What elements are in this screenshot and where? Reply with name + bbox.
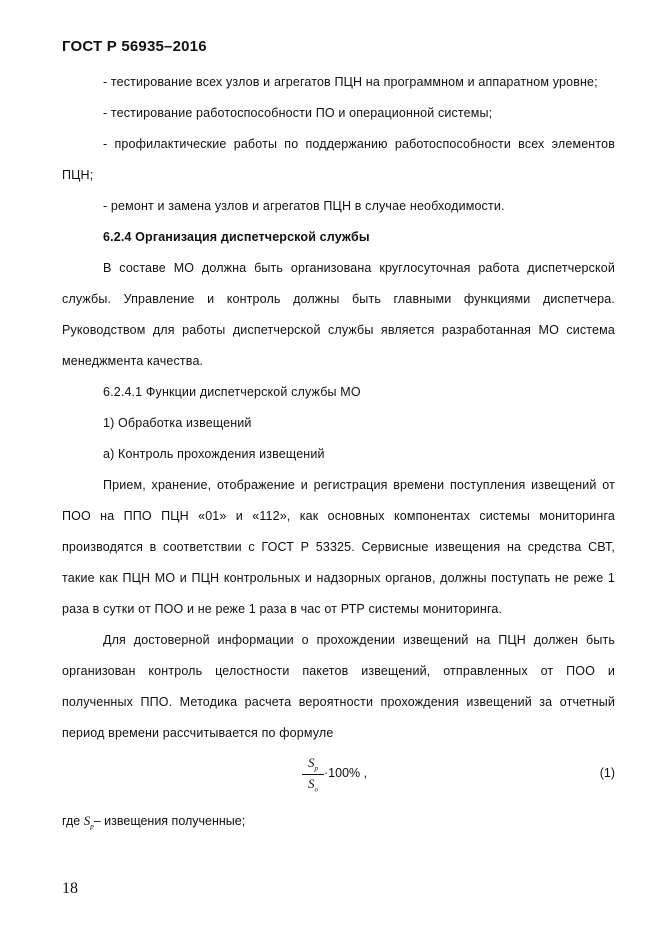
formula-numerator: $S_p$	[302, 755, 324, 775]
paragraph: а) Контроль прохождения извещений	[103, 447, 325, 461]
legend-prefix: где	[62, 814, 81, 828]
section-heading: 6.2.4 Организация диспетчерской службы	[103, 230, 370, 244]
formula-denominator: $S_o$	[308, 775, 318, 794]
formula-number: (1)	[599, 766, 615, 780]
legend-symbol: $S_p$	[83, 813, 94, 831]
formula-legend	[62, 805, 615, 843]
paragraph-list	[62, 67, 615, 749]
formula-multiplier: ·100% ,	[324, 766, 368, 780]
paragraph: 1) Обработка извещений	[103, 416, 252, 430]
paragraph: - тестирование работоспособности ПО и операционной системы;	[103, 106, 493, 120]
paragraph: - профилактические работы по поддержанию работоспособности всех элементов ПЦН;	[62, 137, 615, 182]
page-number: 18	[62, 880, 78, 897]
paragraph: Для достоверной информации о прохождении извещений на ПЦН должен быть организован контроль целостности пакетов извещений, отправленных от ПОО и полученных ППО. Методика расчета вероятности прохождения извещений за отчетный период времени рассчитывается по формуле	[62, 633, 615, 740]
legend-text: – извещения полученные;	[93, 814, 246, 828]
page-body	[62, 67, 615, 843]
paragraph: Прием, хранение, отображение и регистрация времени поступления извещений от ПОО на ППО ПЦН «01» и «112», как основных компонентах системы мониторинга производятся в соответствии с ГОСТ Р 53325. Сервисные извещения на средства СВТ, такие как ПЦН МО и ПЦН контрольных и надзорных органов, должны поступать не реже 1 раза в сутки от ПОО и не реже 1 раза в час от РТР системы мониторинга.	[62, 478, 615, 616]
formula-fraction	[302, 755, 324, 793]
formula-block	[62, 749, 615, 805]
paragraph: - тестирование всех узлов и агрегатов ПЦН на программном и аппаратном уровне;	[103, 75, 598, 89]
paragraph: В составе МО должна быть организована круглосуточная работа диспетчерской службы. Управление и контроль должны быть главными функциями диспетчера. Руководством для работы диспетчерской службы является разработанная МО система менеджмента качества.	[62, 261, 615, 368]
paragraph: - ремонт и замена узлов и агрегатов ПЦН в случае необходимости.	[103, 199, 505, 213]
paragraph: 6.2.4.1 Функции диспетчерской службы МО	[103, 385, 361, 399]
document-header: ГОСТ Р 56935–2016	[62, 38, 207, 55]
